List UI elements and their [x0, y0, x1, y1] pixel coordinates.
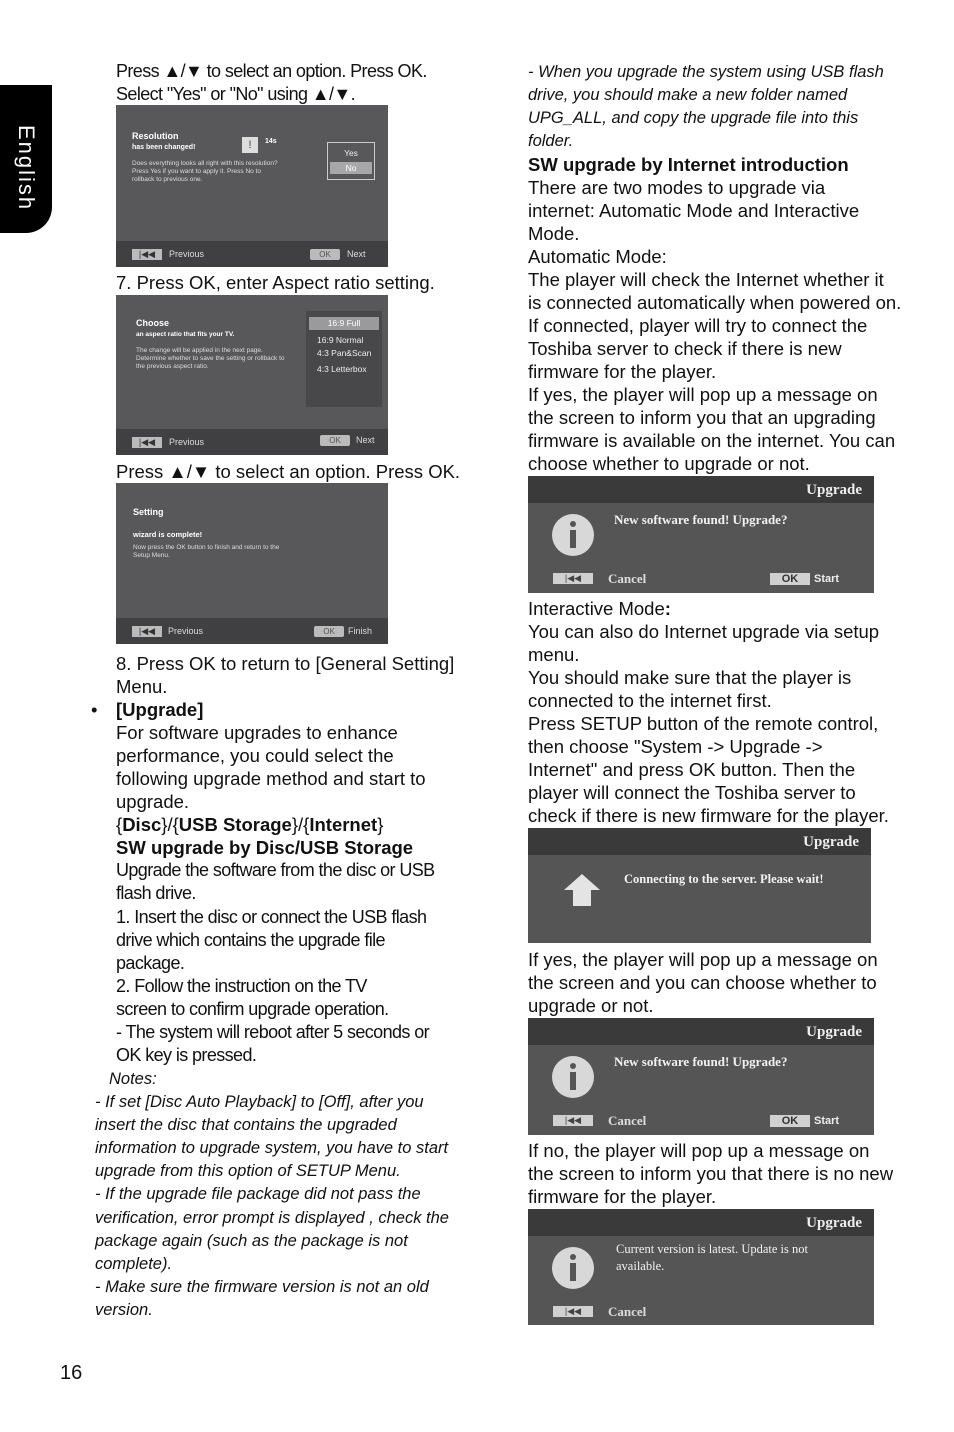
internet-line-7: If connected, player will try to connect the	[528, 315, 868, 336]
internet-line-6: is connected automatically when powered on.	[528, 292, 902, 313]
upgrade-desc-2: performance, you could select the	[116, 745, 394, 766]
screen-footer	[116, 241, 388, 267]
interactive-line-2: menu.	[528, 644, 580, 665]
info-icon	[552, 514, 594, 556]
disc-line-3: 1. Insert the disc or connect the USB flash	[116, 907, 427, 927]
disc-line-5: package.	[116, 953, 185, 973]
ok-button[interactable]: OK	[314, 626, 344, 637]
dialog-message: New software found! Upgrade?	[614, 1054, 788, 1069]
setup-complete-screen	[116, 483, 388, 644]
cancel-label[interactable]: Cancel	[608, 1113, 647, 1128]
interactive-line-5: Press SETUP button of the remote control,	[528, 713, 879, 734]
if-yes-line-2: the screen and you can choose whether to	[528, 972, 877, 993]
separator-1: }/{	[161, 814, 179, 835]
note-line-8: complete).	[95, 1255, 173, 1273]
upgrade-desc-3: following upgrade method and start to	[116, 768, 426, 789]
start-label: Start	[814, 1115, 840, 1127]
disc-line-1: Upgrade the software from the disc or USB	[116, 860, 435, 880]
previous-label: Previous	[169, 249, 205, 259]
dialog-message-line-1: Current version is latest. Update is not	[616, 1242, 808, 1256]
internet-line-2: internet: Automatic Mode and Interactive	[528, 200, 860, 221]
note-line-1: - If set [Disc Auto Playback] to [Off], after you	[95, 1093, 424, 1111]
info-icon	[552, 1247, 594, 1289]
ok-button[interactable]: OK	[770, 573, 810, 585]
previous-button[interactable]: |◀◀	[132, 626, 162, 637]
start-label: Start	[814, 573, 840, 585]
screen-subtitle: wizard is complete!	[133, 530, 203, 539]
if-yes-line-3: upgrade or not.	[528, 995, 654, 1016]
note-line-3: information to upgrade system, you have to start	[95, 1139, 449, 1157]
option-4-3-letterbox[interactable]: 4:3 Letterbox	[317, 364, 367, 374]
screen-body: The change will be applied in the next page. Determine whether to save the setting or rollback to the previous aspect ratio.	[136, 347, 285, 370]
screen-subtitle: an aspect ratio that fits your TV.	[136, 331, 235, 338]
brace-open: {	[116, 814, 123, 835]
screen-title: Resolution	[132, 131, 179, 141]
brace-close: }	[377, 814, 384, 835]
disc-line-9: OK key is pressed.	[116, 1045, 257, 1065]
method-usb-storage: USB Storage	[178, 814, 292, 835]
dialog-message-line-2: available.	[616, 1259, 665, 1273]
interactive-line-8: player will connect the Toshiba server to	[528, 782, 856, 803]
previous-button[interactable]: |◀◀	[553, 1115, 593, 1126]
previous-button[interactable]: |◀◀	[132, 249, 162, 260]
dialog-title: Upgrade	[806, 1215, 862, 1231]
finish-label: Finish	[348, 626, 373, 636]
upgrade-dialog-new-software-2	[528, 1018, 874, 1135]
step-8-line-1: 8. Press OK to return to [General Setting]	[116, 653, 455, 674]
usb-note-line-3: UPG_ALL, and copy the upgrade file into this	[528, 109, 859, 127]
cancel-label[interactable]: Cancel	[608, 1304, 647, 1319]
internet-line-3: Mode.	[528, 223, 580, 244]
internet-line-12: firmware is available on the internet. You can	[528, 430, 896, 451]
dialog-header	[528, 828, 871, 855]
bullet: •	[91, 699, 98, 720]
upgrade-dialog-connecting	[528, 828, 871, 943]
dialog-title: Upgrade	[803, 834, 859, 850]
language-tab	[0, 85, 52, 233]
interactive-line-9: check if there is new firmware for the player.	[528, 805, 889, 826]
upgrade-methods	[116, 813, 383, 836]
option-no[interactable]: No	[330, 162, 372, 174]
if-yes-line-1: If yes, the player will pop up a message on	[528, 949, 878, 970]
dialog-header	[528, 476, 874, 503]
note-line-6: verification, error prompt is displayed , check the	[95, 1209, 449, 1227]
upgrade-heading: [Upgrade]	[116, 699, 204, 720]
interactive-line-7: Internet" and press OK button. Then the	[528, 759, 856, 780]
dialog-header	[528, 1018, 874, 1045]
dialog-header	[528, 1209, 874, 1236]
info-icon	[552, 1056, 594, 1098]
usb-note-line-2: drive, you should make a new folder named	[528, 86, 848, 104]
intro-line-1: Press ▲/▼ to select an option. Press OK.	[116, 61, 427, 81]
method-internet: Internet	[309, 814, 378, 835]
note-line-10: version.	[95, 1301, 153, 1319]
if-no-line-3: firmware for the player.	[528, 1186, 717, 1207]
screen-body: Now press the OK button to finish and return to the Setup Menu.	[133, 544, 280, 559]
step-8-line-2: Menu.	[116, 676, 168, 697]
dialog-message: New software found! Upgrade?	[614, 512, 788, 527]
note-line-2: insert the disc that contains the upgraded	[95, 1116, 397, 1134]
previous-label: Previous	[168, 626, 204, 636]
previous-button[interactable]: |◀◀	[132, 437, 162, 448]
disc-line-2: flash drive.	[116, 883, 196, 903]
intro-line-2: Select "Yes" or "No" using ▲/▼.	[116, 84, 356, 104]
upgrade-desc-4: upgrade.	[116, 791, 190, 812]
previous-button[interactable]: |◀◀	[553, 573, 593, 584]
separator-2: }/{	[291, 814, 310, 835]
option-16-9-normal[interactable]: 16:9 Normal	[317, 335, 364, 345]
dialog-title: Upgrade	[806, 482, 862, 498]
if-no-line-2: the screen to inform you that there is no new	[528, 1163, 894, 1184]
select-option-line: Press ▲/▼ to select an option. Press OK.	[116, 461, 461, 482]
internet-line-4: Automatic Mode:	[528, 246, 667, 267]
dialog-title: Upgrade	[806, 1024, 862, 1040]
screen-body: Does everything looks all right with this resolution? Press Yes if you want to apply it. Press No to rollback to previous one.	[132, 160, 278, 183]
aspect-ratio-screen	[116, 295, 388, 455]
internet-line-1: There are two modes to upgrade via	[528, 177, 826, 198]
disc-line-6: 2. Follow the instruction on the TV	[116, 976, 367, 996]
screen-footer	[116, 429, 388, 455]
upload-arrow-icon	[564, 874, 600, 906]
internet-line-11: the screen to inform you that an upgrading	[528, 407, 876, 428]
disc-line-4: drive which contains the upgrade file	[116, 930, 385, 950]
internet-heading: SW upgrade by Internet introduction	[528, 154, 849, 175]
notes-label: Notes:	[109, 1070, 157, 1088]
upgrade-dialog-latest-version	[528, 1209, 874, 1325]
previous-button[interactable]: |◀◀	[553, 1306, 593, 1317]
if-no-line-1: If no, the player will pop up a message on	[528, 1140, 870, 1161]
ok-button[interactable]: OK	[310, 249, 340, 260]
internet-line-5: The player will check the Internet whether it	[528, 269, 884, 290]
dialog-message: Connecting to the server. Please wait!	[624, 872, 824, 886]
screen-subtitle: has been changed!	[132, 144, 196, 151]
interactive-line-6: then choose "System -> Upgrade ->	[528, 736, 823, 757]
step-7: 7. Press OK, enter Aspect ratio setting.	[116, 272, 435, 293]
note-line-5: - If the upgrade file package did not pass the	[95, 1185, 421, 1203]
note-line-7: package again (such as the package is not	[95, 1232, 408, 1250]
option-16-9-full[interactable]: 16:9 Full	[309, 317, 379, 330]
ok-button[interactable]: OK	[320, 435, 350, 446]
disc-line-8: - The system will reboot after 5 seconds or	[116, 1022, 430, 1042]
cancel-label[interactable]: Cancel	[608, 571, 647, 586]
interactive-line-3: You should make sure that the player is	[528, 667, 852, 688]
language-tab-label: English	[14, 125, 39, 212]
internet-line-8: Toshiba server to check if there is new	[528, 338, 842, 359]
internet-line-10: If yes, the player will pop up a message on	[528, 384, 878, 405]
previous-label: Previous	[169, 437, 205, 447]
upgrade-dialog-new-software	[528, 476, 874, 593]
interactive-mode-label	[528, 597, 671, 620]
option-4-3-pan-scan[interactable]: 4:3 Pan&Scan	[317, 348, 372, 358]
internet-line-9: firmware for the player.	[528, 361, 717, 382]
screen-title: Setting	[133, 507, 164, 517]
usb-note-line-1: - When you upgrade the system using USB flash	[528, 63, 884, 81]
screen-footer	[116, 618, 388, 644]
usb-note-line-4: folder.	[528, 132, 574, 150]
countdown: 14s	[265, 138, 277, 145]
screen-title: Choose	[136, 318, 170, 328]
upgrade-desc-1: For software upgrades to enhance	[116, 722, 398, 743]
internet-line-13: choose whether to upgrade or not.	[528, 453, 810, 474]
interactive-line-1: You can also do Internet upgrade via setup	[528, 621, 880, 642]
disc-line-7: screen to confirm upgrade operation.	[116, 999, 389, 1019]
interactive-mode-colon: :	[664, 598, 671, 619]
note-line-4: upgrade from this option of SETUP Menu.	[95, 1162, 401, 1180]
next-label: Next	[356, 435, 375, 445]
option-yes[interactable]: Yes	[344, 148, 358, 158]
option-box	[327, 142, 375, 180]
ok-button[interactable]: OK	[770, 1115, 810, 1127]
interactive-mode-text: Interactive Mode	[528, 598, 665, 619]
resolution-screen	[116, 105, 388, 267]
note-line-9: - Make sure the firmware version is not an old	[95, 1278, 429, 1296]
warning-icon: !	[242, 137, 258, 153]
page-number: 16	[60, 1362, 83, 1384]
method-disc: Disc	[122, 814, 162, 835]
aspect-option-list	[306, 311, 382, 407]
interactive-line-4: connected to the internet first.	[528, 690, 772, 711]
next-label: Next	[347, 249, 366, 259]
disc-usb-heading: SW upgrade by Disc/USB Storage	[116, 837, 414, 858]
